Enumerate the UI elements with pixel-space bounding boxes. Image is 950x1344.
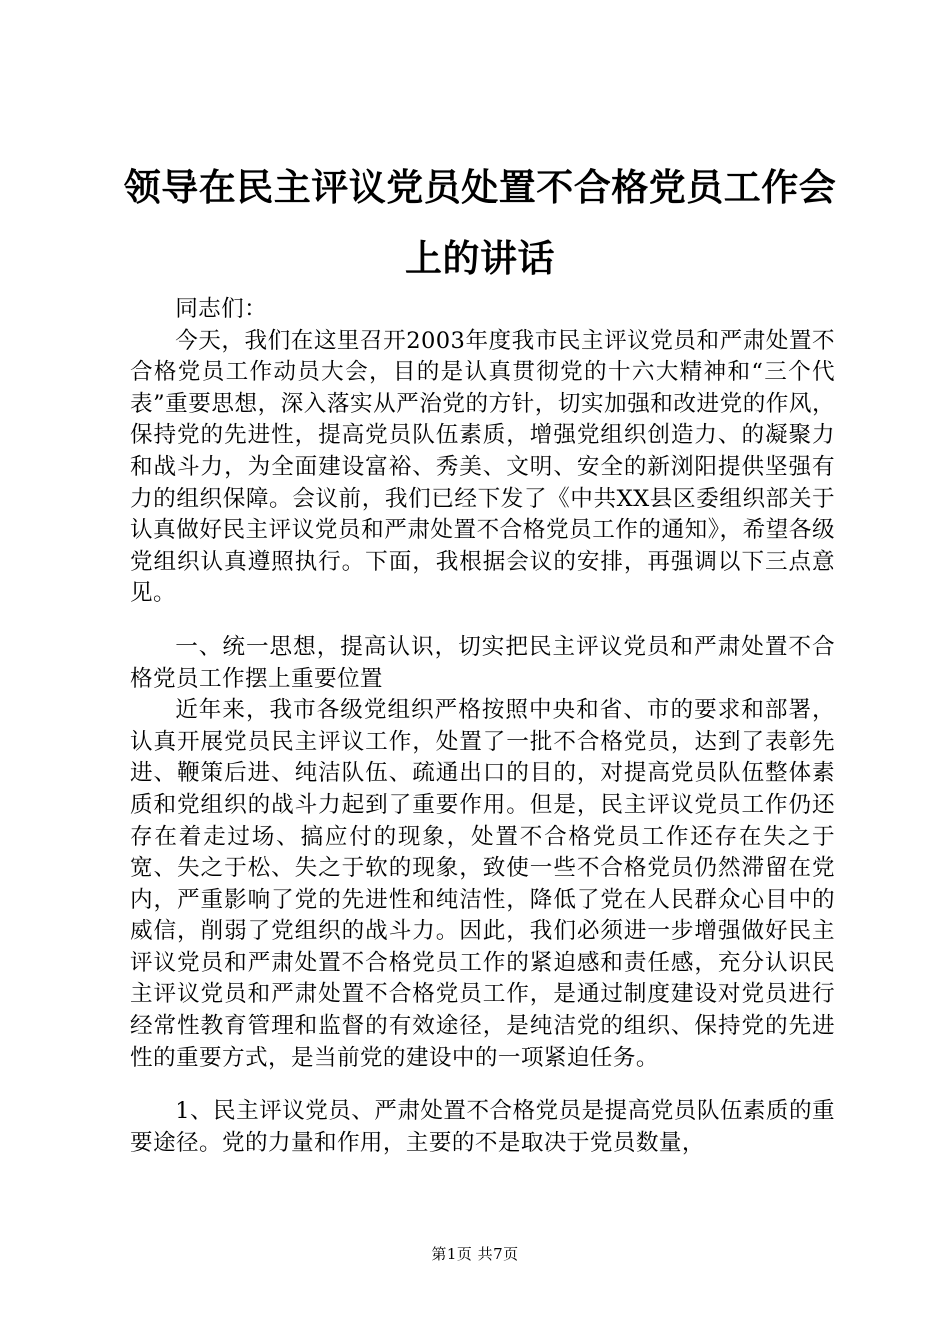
salutation-paragraph: 同志们： <box>175 296 268 322</box>
section-heading-1: 一、统一思想，提高认识，切实把民主评议党员和严肃处置不合格党员工作摆上重要位置 <box>130 633 835 692</box>
subsection-1-paragraph: 1、民主评议党员、严肃处置不合格党员是提高党员队伍素质的重要途径。党的力量和作用，主要的不是取决于党员数量， <box>130 1098 835 1156</box>
document-body <box>130 294 835 1159</box>
section-1-paragraph: 近年来，我市各级党组织严格按照中央和省、市的要求和部署，认真开展党员民主评议工作，处置了一批不合格党员，达到了表彰先进、鞭策后进、纯洁队伍、疏通出口的目的，对提高党员队伍整体素质和党组织的战斗力起到了重要作用。但是，民主评议党员工作仍还存在着走过场、搞应付的现象，处置不合格党员工作还存在失之于宽、失之于松、失之于软的现象，致使一些不合格党员仍然滞留在党内，严重影响了党的先进性和纯洁性，降低了党在人民群众心目中的威信，削弱了党组织的战斗力。因此，我们必须进一步增强做好民主评议党员和严肃处置不合格党员工作的紧迫感和责任感，充分认识民主评议党员和严肃处置不合格党员工作，是通过制度建设对党员进行经常性教育管理和监督的有效途径，是纯洁党的组织、保持党的先进性的重要方式，是当前党的建设中的一项紧迫任务。 <box>130 697 835 1071</box>
document-title: 领导在民主评议党员处置不合格党员工作会上的讲话 <box>123 165 837 280</box>
intro-paragraph: 今天，我们在这里召开2003年度我市民主评议党员和严肃处置不合格党员工作动员大会，目的是认真贯彻党的十六大精神和“三个代表”重要思想，深入落实从严治党的方针，切实加强和改进党的作风，保持党的先进性，提高党员队伍素质，增强党组织创造力、的凝聚力和战斗力，为全面建设富裕、秀美、文明、安全的新浏阳提供坚强有力的组织保障。会议前，我们已经下发了《中共XX县区委组织部关于认真做好民主评议党员和严肃处置不合格党员工作的通知》，希望各级党组织认真遵照执行。下面，我根据会议的安排，再强调以下三点意见。 <box>130 327 835 607</box>
page-footer: 第1页 共7页 <box>431 1245 519 1263</box>
